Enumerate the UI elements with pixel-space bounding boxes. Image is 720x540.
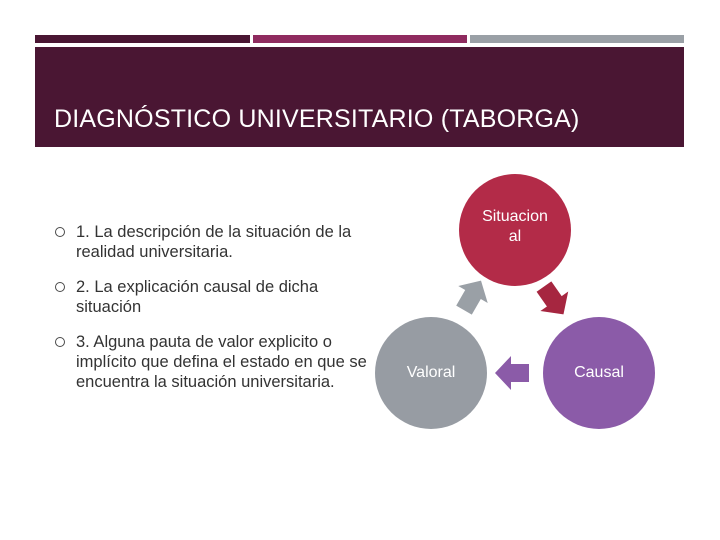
node-situacion-label-line1: Situacion [482,208,548,225]
bullet-text: 2. La explicación causal de dicha situación [76,278,319,316]
arrow-situacion-to-causal [530,277,577,324]
node-situacion-label [465,207,565,247]
bullet-text: 1. La descripción de la situación de la realidad universitaria. [76,223,352,261]
arrow-causal-to-valoral [495,356,529,390]
node-causal-label: Causal [574,364,624,381]
slide-title: DIAGNÓSTICO UNIVERSITARIO (TABORGA) [54,105,580,133]
node-valoral-label: Valoral [406,364,456,381]
node-situacion-label-line2: al [508,228,522,245]
bullet-text: 3. Alguna pauta de valor explicito o implícito que defina el estado en que se encuentra la situación universitaria. [76,333,367,391]
